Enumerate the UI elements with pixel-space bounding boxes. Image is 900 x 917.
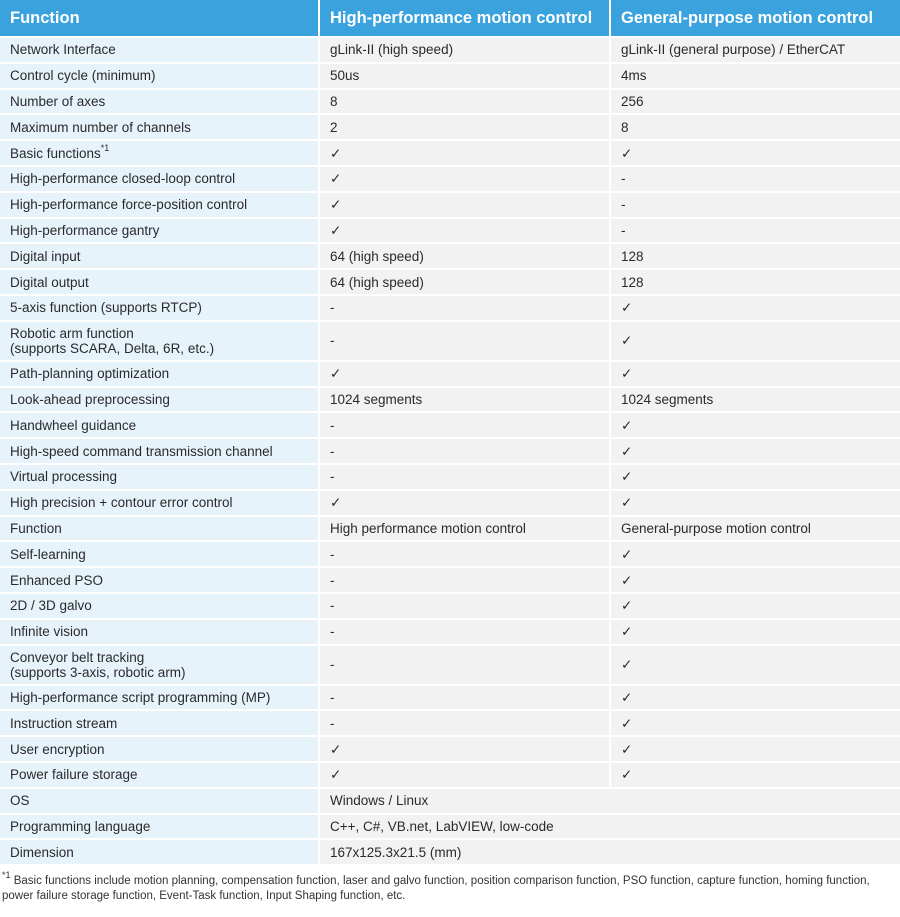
table-row	[0, 165, 900, 191]
general-purpose-value: -	[609, 191, 900, 217]
general-purpose-value: gLink-II (general purpose) / EtherCAT	[609, 36, 900, 62]
row-label-text: Enhanced PSO	[10, 572, 104, 588]
row-label	[0, 437, 318, 463]
row-label-line	[10, 42, 308, 57]
general-purpose-value: ✓	[609, 360, 900, 386]
row-label-line	[10, 171, 308, 186]
high-performance-value: 2	[318, 113, 609, 139]
row-label-text: Power failure storage	[10, 767, 138, 783]
high-performance-value: -	[318, 709, 609, 735]
high-performance-value: 1024 segments	[318, 386, 609, 412]
row-label-text: (supports 3-axis, robotic arm)	[10, 664, 186, 680]
table-row	[0, 644, 900, 684]
row-label-text: Function	[10, 520, 62, 536]
general-purpose-value: ✓	[609, 644, 900, 684]
high-performance-value: -	[318, 411, 609, 437]
row-label-line	[10, 143, 308, 161]
row-label-line	[10, 223, 308, 238]
high-performance-value: 50us	[318, 62, 609, 88]
row-label-line	[10, 690, 308, 705]
general-purpose-value: ✓	[609, 437, 900, 463]
row-label-line	[10, 598, 308, 613]
general-purpose-value: ✓	[609, 540, 900, 566]
table-row	[0, 515, 900, 541]
header-row	[0, 0, 900, 36]
high-performance-value: -	[318, 566, 609, 592]
high-performance-value: -	[318, 684, 609, 710]
general-purpose-value: 8	[609, 113, 900, 139]
row-label-text: Robotic arm function	[10, 325, 134, 341]
table-row	[0, 36, 900, 62]
high-performance-value: 8	[318, 88, 609, 114]
high-performance-value: gLink-II (high speed)	[318, 36, 609, 62]
row-label-line	[10, 120, 308, 135]
row-label	[0, 618, 318, 644]
high-performance-value: -	[318, 437, 609, 463]
merged-value: C++, C#, VB.net, LabVIEW, low-code	[318, 813, 900, 839]
general-purpose-value: -	[609, 217, 900, 243]
general-purpose-value: ✓	[609, 592, 900, 618]
row-label	[0, 787, 318, 813]
table-row	[0, 268, 900, 294]
table-row	[0, 242, 900, 268]
table-row	[0, 787, 900, 813]
row-label-text: Control cycle (minimum)	[10, 68, 156, 84]
row-label	[0, 191, 318, 217]
row-label	[0, 294, 318, 320]
row-label-line	[10, 742, 308, 757]
row-label	[0, 838, 318, 864]
row-label-line	[10, 495, 308, 510]
row-label-line	[10, 366, 308, 381]
table-row	[0, 838, 900, 864]
row-label	[0, 360, 318, 386]
row-label	[0, 684, 318, 710]
row-label-text: (supports SCARA, Delta, 6R, etc.)	[10, 340, 215, 356]
header-high-performance: High-performance motion control	[318, 0, 609, 36]
table-row	[0, 386, 900, 412]
row-label-line	[10, 300, 308, 315]
row-label-text: Instruction stream	[10, 715, 118, 731]
high-performance-value: -	[318, 463, 609, 489]
high-performance-value: 64 (high speed)	[318, 242, 609, 268]
table-row	[0, 191, 900, 217]
row-label-text: High-speed command transmission channel	[10, 443, 273, 459]
row-label-text: Path-planning optimization	[10, 366, 170, 382]
general-purpose-value: ✓	[609, 489, 900, 515]
general-purpose-value: ✓	[609, 294, 900, 320]
table-row	[0, 761, 900, 787]
row-label	[0, 165, 318, 191]
high-performance-value: 64 (high speed)	[318, 268, 609, 294]
row-label-line	[10, 767, 308, 782]
general-purpose-value: ✓	[609, 761, 900, 787]
general-purpose-value: ✓	[609, 320, 900, 360]
row-label-line	[10, 650, 308, 665]
row-label-line	[10, 469, 308, 484]
high-performance-value: ✓	[318, 489, 609, 515]
table-row	[0, 411, 900, 437]
row-label-text: 5-axis function (supports RTCP)	[10, 300, 202, 316]
row-label-line	[10, 573, 308, 588]
row-label-line	[10, 444, 308, 459]
table-row	[0, 540, 900, 566]
table-row	[0, 735, 900, 761]
general-purpose-value: General-purpose motion control	[609, 515, 900, 541]
row-label	[0, 644, 318, 684]
row-label	[0, 463, 318, 489]
row-label-text: High-performance closed-loop control	[10, 171, 236, 187]
high-performance-value: ✓	[318, 761, 609, 787]
row-label-line	[10, 418, 308, 433]
row-label-line	[10, 392, 308, 407]
row-label-text: OS	[10, 793, 30, 809]
high-performance-value: -	[318, 618, 609, 644]
row-label-line	[10, 547, 308, 562]
high-performance-value: ✓	[318, 191, 609, 217]
table-row	[0, 489, 900, 515]
row-label	[0, 320, 318, 360]
row-label	[0, 761, 318, 787]
table-row	[0, 320, 900, 360]
table-row	[0, 113, 900, 139]
general-purpose-value: ✓	[609, 709, 900, 735]
row-label	[0, 88, 318, 114]
row-label-text: High-performance force-position control	[10, 197, 248, 213]
row-label	[0, 36, 318, 62]
row-label-text: Handwheel guidance	[10, 417, 137, 433]
row-label-text: Digital output	[10, 274, 89, 290]
row-label-text: Digital input	[10, 248, 81, 264]
high-performance-value: ✓	[318, 217, 609, 243]
row-label-line	[10, 793, 308, 808]
row-label	[0, 515, 318, 541]
row-label-line	[10, 197, 308, 212]
table-row	[0, 62, 900, 88]
general-purpose-value: 4ms	[609, 62, 900, 88]
row-label-text: Virtual processing	[10, 469, 118, 485]
row-label-text: Maximum number of channels	[10, 119, 191, 135]
high-performance-value: -	[318, 592, 609, 618]
table-row	[0, 217, 900, 243]
row-label	[0, 217, 318, 243]
footnote-line-1: Basic functions include motion planning, compensation function, laser and galvo function, position comparison function, PSO function, capture function, homing function,	[10, 875, 870, 888]
general-purpose-value: 128	[609, 268, 900, 294]
table-row	[0, 709, 900, 735]
row-label-line	[10, 68, 308, 83]
general-purpose-value: ✓	[609, 139, 900, 165]
table-body	[0, 36, 900, 864]
row-label	[0, 268, 318, 294]
row-label	[0, 813, 318, 839]
row-label	[0, 592, 318, 618]
table-row	[0, 684, 900, 710]
high-performance-value: -	[318, 644, 609, 684]
merged-value: Windows / Linux	[318, 787, 900, 813]
row-label	[0, 489, 318, 515]
high-performance-value: High performance motion control	[318, 515, 609, 541]
table-row	[0, 592, 900, 618]
merged-value: 167x125.3x21.5 (mm)	[318, 838, 900, 864]
high-performance-value: -	[318, 294, 609, 320]
table-row	[0, 463, 900, 489]
high-performance-value: -	[318, 320, 609, 360]
row-label-line	[10, 716, 308, 731]
row-label-text: Look-ahead preprocessing	[10, 391, 170, 407]
row-label-text: Programming language	[10, 818, 151, 834]
row-label-line	[10, 249, 308, 264]
row-label-line	[10, 819, 308, 834]
row-label-text: Dimension	[10, 844, 74, 860]
row-label-text: Self-learning	[10, 546, 86, 562]
row-label	[0, 242, 318, 268]
table-row	[0, 437, 900, 463]
table-row	[0, 618, 900, 644]
row-label-text: Infinite vision	[10, 624, 89, 640]
footnote	[0, 864, 900, 903]
row-label-text: 2D / 3D galvo	[10, 598, 92, 614]
general-purpose-value: 128	[609, 242, 900, 268]
row-label-text: User encryption	[10, 741, 105, 757]
row-label-line	[10, 624, 308, 639]
high-performance-value: ✓	[318, 360, 609, 386]
footnote-reference: *1	[100, 143, 110, 154]
row-label-line	[10, 326, 308, 341]
general-purpose-value: ✓	[609, 411, 900, 437]
footnote-line-2: power failure storage function, Event-Task function, Input Shaping function, etc.	[2, 889, 406, 902]
general-purpose-value: ✓	[609, 735, 900, 761]
row-label	[0, 139, 318, 165]
high-performance-value: ✓	[318, 165, 609, 191]
row-label	[0, 735, 318, 761]
table-row	[0, 294, 900, 320]
row-label-line	[10, 521, 308, 536]
row-label	[0, 709, 318, 735]
table-row	[0, 88, 900, 114]
row-label-line	[10, 341, 308, 356]
header-function: Function	[0, 0, 318, 36]
row-label	[0, 386, 318, 412]
table-row	[0, 566, 900, 592]
row-label-text: High precision + contour error control	[10, 495, 233, 511]
row-label-line	[10, 845, 308, 860]
row-label-text: Number of axes	[10, 93, 106, 109]
row-label	[0, 540, 318, 566]
row-label-text: Network Interface	[10, 42, 116, 58]
row-label-line	[10, 275, 308, 290]
row-label-line	[10, 665, 308, 680]
general-purpose-value: 1024 segments	[609, 386, 900, 412]
row-label-text: High-performance script programming (MP)	[10, 689, 271, 705]
row-label	[0, 566, 318, 592]
general-purpose-value: 256	[609, 88, 900, 114]
row-label-text: High-performance gantry	[10, 222, 160, 238]
header-general-purpose: General-purpose motion control	[609, 0, 900, 36]
high-performance-value: ✓	[318, 139, 609, 165]
row-label-text: Conveyor belt tracking	[10, 649, 145, 665]
high-performance-value: ✓	[318, 735, 609, 761]
high-performance-value: -	[318, 540, 609, 566]
general-purpose-value: ✓	[609, 618, 900, 644]
table-row	[0, 360, 900, 386]
general-purpose-value: -	[609, 165, 900, 191]
general-purpose-value: ✓	[609, 684, 900, 710]
table-row	[0, 813, 900, 839]
row-label-text: Basic functions	[10, 145, 101, 161]
row-label	[0, 62, 318, 88]
row-label	[0, 411, 318, 437]
row-label-line	[10, 94, 308, 109]
general-purpose-value: ✓	[609, 463, 900, 489]
general-purpose-value: ✓	[609, 566, 900, 592]
row-label	[0, 113, 318, 139]
table-row	[0, 139, 900, 165]
footnote-marker: *1	[2, 870, 11, 881]
